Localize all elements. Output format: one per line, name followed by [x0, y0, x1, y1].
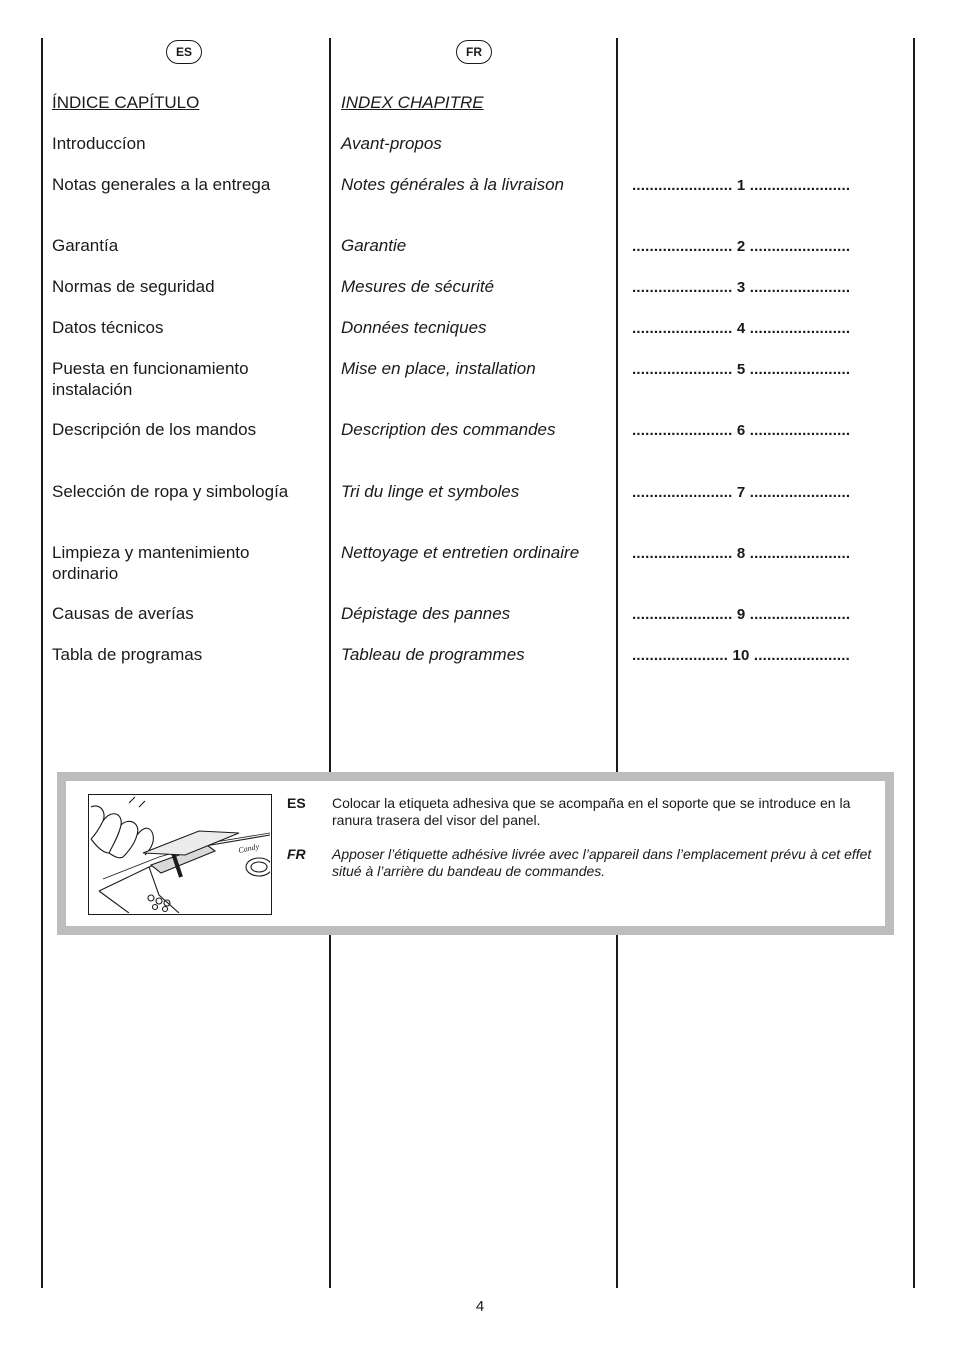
page-ref-6: ....................... 6 .......................: [632, 422, 851, 439]
es-item-programs: Tabla de programas: [52, 645, 203, 664]
column-rule-middle-1b: [329, 935, 331, 1288]
fr-item-programs: Tableau de programmes: [341, 645, 525, 664]
page-ref-2: ....................... 2 .......................: [632, 238, 851, 255]
column-rule-middle-2b: [616, 935, 618, 1288]
page-ref-5: ....................... 5 .......................: [632, 361, 851, 378]
es-item-laundry-symbols: Selección de ropa y simbología: [52, 482, 289, 501]
fr-item-introduction: Avant-propos: [341, 134, 442, 153]
page-ref-4: ....................... 4 .......................: [632, 320, 851, 337]
fr-item-technical-data: Données tecniques: [341, 318, 487, 337]
es-item-technical-data: Datos técnicos: [52, 318, 164, 337]
es-item-introduction: Introduccíon: [52, 134, 146, 153]
language-badge-es: ES: [166, 40, 202, 64]
fr-index-heading: INDEX CHAPITRE: [341, 93, 484, 112]
fr-item-safety: Mesures de sécurité: [341, 277, 495, 296]
page-ref-10: ...................... 10 ......................: [632, 647, 850, 664]
page-ref-8: ....................... 8 .......................: [632, 545, 851, 562]
page-ref-3: ....................... 3 .......................: [632, 279, 851, 296]
notice-es-text: Colocar la etiqueta adhesiva que se acompaña en el soporte que se introduce en la ranura trasera del visor del panel.: [332, 795, 851, 828]
es-item-delivery-notes: Notas generales a la entrega: [52, 175, 271, 194]
brand-logo-text: Candy: [237, 841, 260, 855]
fr-item-laundry-symbols: Tri du linge et symboles: [341, 482, 520, 501]
notice-fr-text: Apposer l’étiquette adhésive livrée avec l’appareil dans l’emplacement prévu à cet effet situé à l’arrière du bandeau de commandes.: [332, 846, 872, 879]
column-rule-middle-2a: [616, 38, 618, 772]
language-badge-fr: FR: [456, 40, 492, 64]
fr-item-installation: Mise en place, installation: [341, 359, 536, 378]
es-item-warranty: Garantía: [52, 236, 119, 255]
fr-item-faults: Dépistage des pannes: [341, 604, 511, 623]
column-rule-right: [913, 38, 915, 1288]
page-ref-9: ....................... 9 .......................: [632, 606, 851, 623]
page-ref-7: ....................... 7 .......................: [632, 484, 851, 501]
es-item-safety: Normas de seguridad: [52, 277, 215, 296]
page-number: 4: [475, 1298, 485, 1315]
notice-fr-code: FR: [287, 846, 306, 862]
page-ref-1: ....................... 1 .......................: [632, 177, 851, 194]
es-index-heading: ÍNDICE CAPÍTULO: [52, 93, 200, 112]
es-item-faults: Causas de averías: [52, 604, 194, 623]
fr-item-warranty: Garantie: [341, 236, 407, 255]
control-panel-illustration: [88, 794, 272, 915]
sticker-notice-inner: [66, 781, 885, 926]
sticker-notice-box: [57, 772, 894, 935]
column-rule-middle-1a: [329, 38, 331, 772]
fr-item-controls: Description des commandes: [341, 420, 556, 439]
fr-item-delivery-notes: Notes générales à la livraison: [341, 175, 565, 194]
es-item-cleaning: Limpieza y mantenimiento ordinario: [52, 543, 250, 583]
notice-es-code: ES: [287, 795, 306, 811]
es-item-controls: Descripción de los mandos: [52, 420, 257, 439]
fr-item-cleaning: Nettoyage et entretien ordinaire: [341, 543, 580, 562]
control-panel-drawing: [89, 795, 270, 913]
column-rule-left: [41, 38, 43, 1288]
es-item-installation: Puesta en funcionamiento instalación: [52, 359, 249, 399]
